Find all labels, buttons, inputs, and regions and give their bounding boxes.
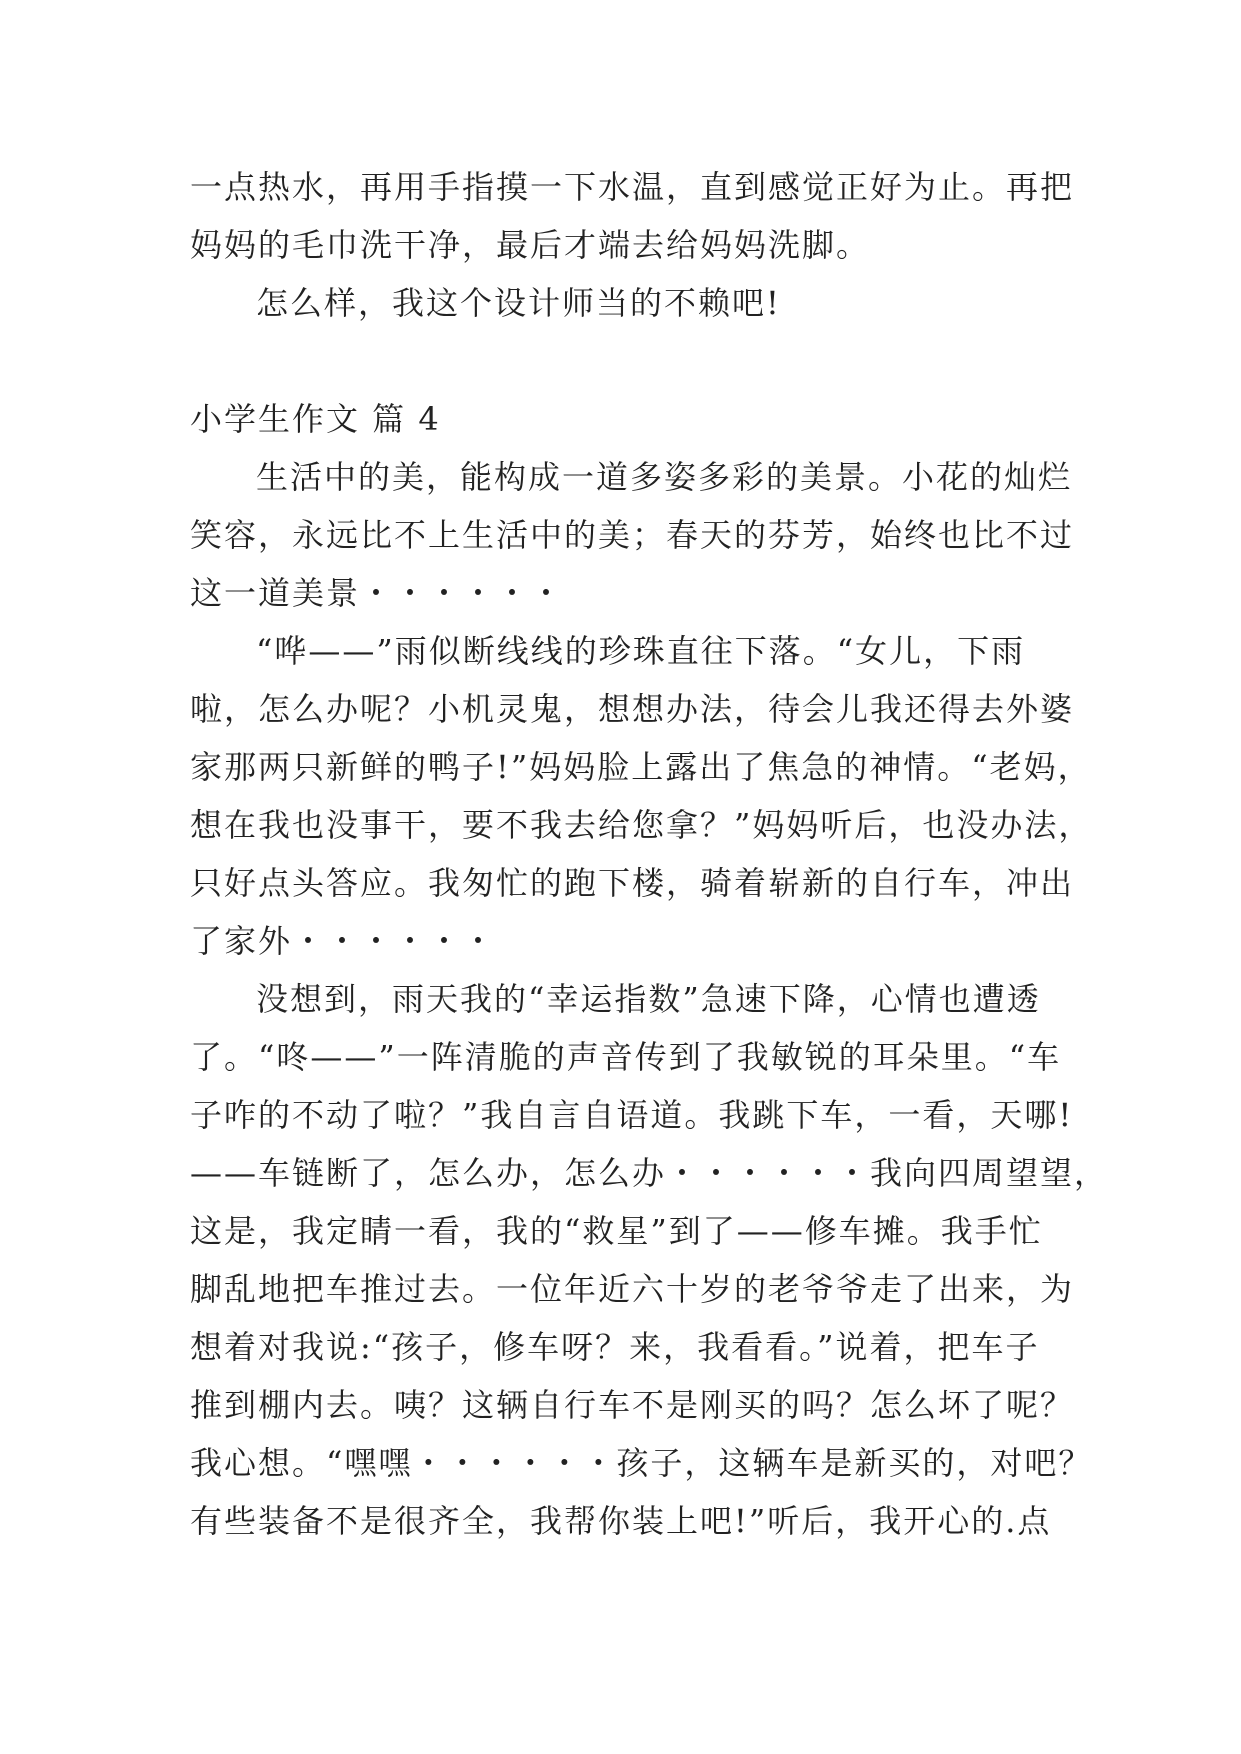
paragraph-1-line: 笑容，永远比不上生活中的美；春天的芬芳，始终也比不过 [190, 516, 1075, 554]
section-spacer [190, 332, 1070, 390]
section-title: 小学生作文 篇 4 [190, 400, 441, 438]
paragraph-2-line: 啦，怎么办呢？小机灵鬼，想想办法，待会儿我还得去外婆 [190, 690, 1075, 728]
paragraph-2-line: “哗——”雨似断线线的珍珠直往下落。“女儿，下雨 [256, 632, 1026, 670]
paragraph-3-line: 脚乱地把车推过去。一位年近六十岁的老爷爷走了出来，为 [190, 1270, 1075, 1308]
paragraph-3-line: 子咋的不动了啦？”我自言自语道。我跳下车，一看，天哪! [190, 1096, 1074, 1134]
paragraph-3-line: 我心想。“嘿嘿・・・・・・孩子，这辆车是新买的，对吧？ [190, 1444, 1093, 1482]
paragraph-3-line: 有些装备不是很齐全，我帮你装上吧!”听后，我开心的.点 [190, 1502, 1052, 1540]
paragraph-2-line: 想在我也没事干，要不我去给您拿？”妈妈听后，也没办法， [190, 806, 1093, 844]
paragraph-3-line: ——车链断了，怎么办，怎么办・・・・・・我向四周望望， [190, 1154, 1109, 1192]
text-line: 一点热水，再用手指摸一下水温，直到感觉正好为止。再把 [190, 168, 1075, 206]
paragraph-3-line: 想着对我说:“孩子，修车呀？来，我看看。”说着，把车子 [190, 1328, 1040, 1366]
closing-line: 怎么样，我这个设计师当的不赖吧! [256, 284, 781, 322]
paragraph-2-line: 了家外・・・・・・ [190, 922, 497, 960]
text-line: 妈妈的毛巾洗干净，最后才端去给妈妈洗脚。 [190, 226, 871, 264]
paragraph-1-line: 这一道美景・・・・・・ [190, 574, 565, 612]
document-body [190, 158, 1109, 1550]
paragraph-3-line: 这是，我定睛一看，我的“救星”到了——修车摊。我手忙 [190, 1212, 1043, 1250]
paragraph-3-line: 没想到，雨天我的“幸运指数”急速下降，心情也遭透 [256, 980, 1041, 1018]
paragraph-3-line: 了。“咚——”一阵清脆的声音传到了我敏锐的耳朵里。“车 [190, 1038, 1062, 1076]
paragraph-1-line: 生活中的美，能构成一道多姿多彩的美景。小花的灿烂 [256, 458, 1073, 496]
paragraph-2-line: 只好点头答应。我匆忙的跑下楼，骑着崭新的自行车，冲出 [190, 864, 1075, 902]
paragraph-2-line: 家那两只新鲜的鸭子!”妈妈脸上露出了焦急的神情。“老妈， [190, 748, 1092, 786]
paragraph-3-line: 推到棚内去。咦？这辆自行车不是刚买的吗？怎么坏了呢？ [190, 1386, 1075, 1424]
